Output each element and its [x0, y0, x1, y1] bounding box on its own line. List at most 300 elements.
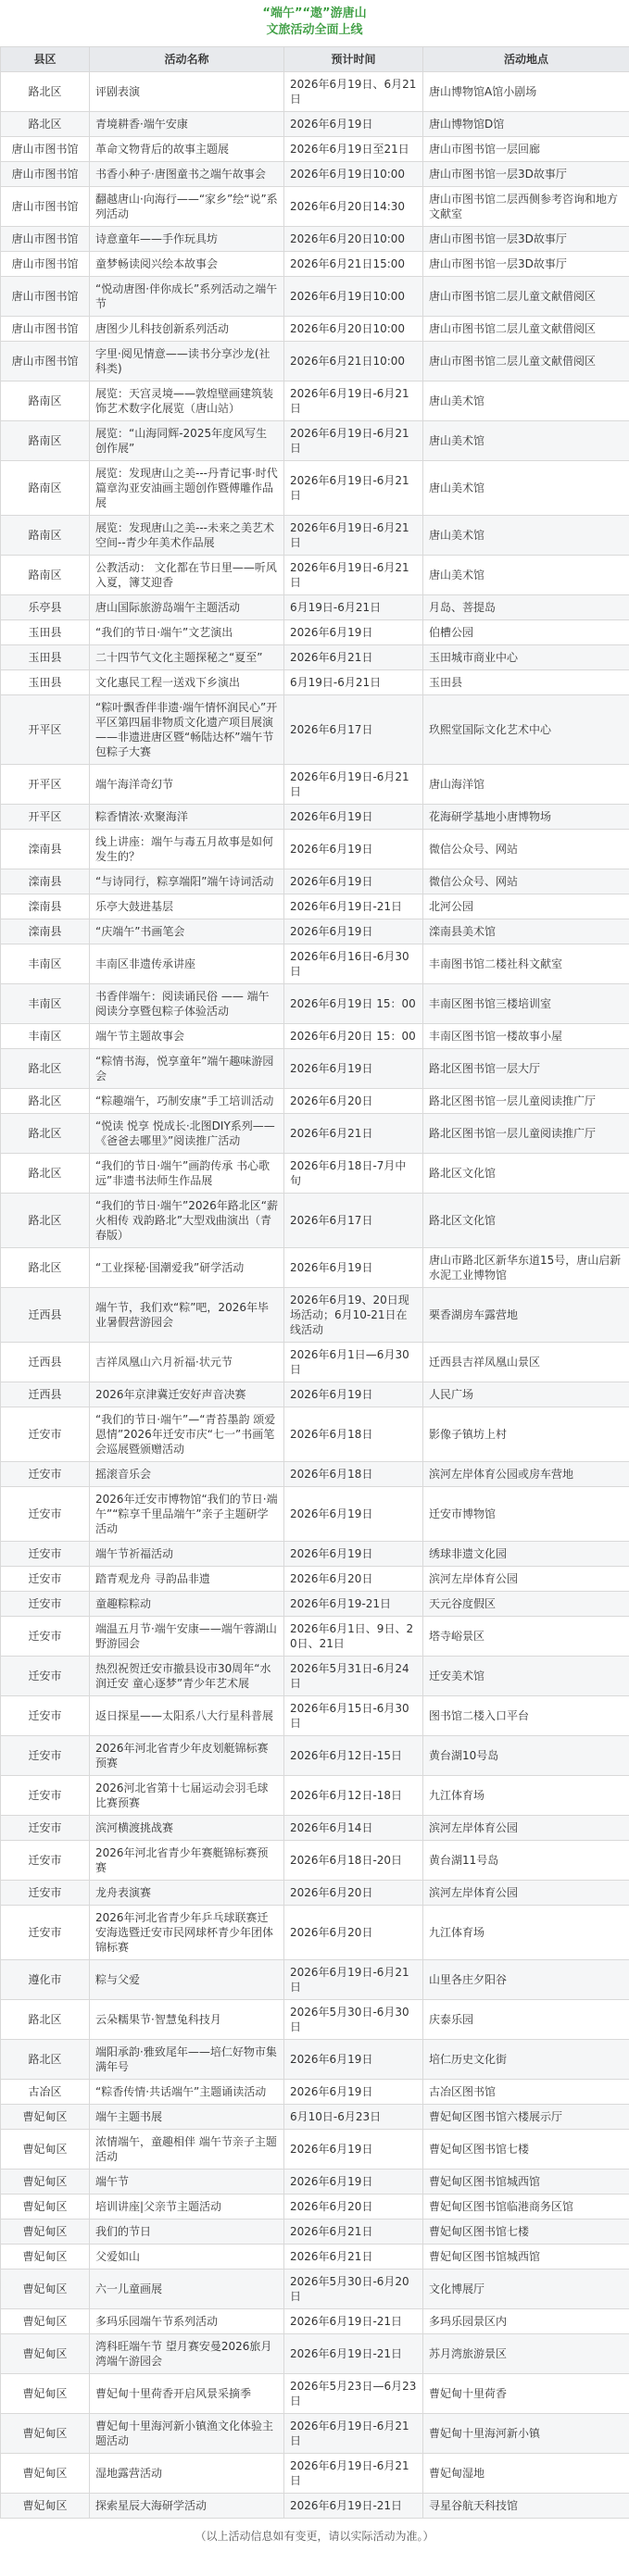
table-row — [1, 869, 629, 894]
district-cell: 唐山市图书馆 — [1, 342, 90, 381]
activity-name-cell: 探索星辰大海研学活动 — [90, 2494, 284, 2519]
time-cell: 2026年6月19日至21日 — [284, 137, 423, 162]
activity-name-cell: 乐亭大鼓进基层 — [90, 894, 284, 919]
table-row — [1, 695, 629, 765]
venue-cell: 九江体育场 — [423, 1906, 629, 1960]
table-row — [1, 227, 629, 252]
table-row — [1, 2170, 629, 2195]
venue-cell: 唐山博物馆D馆 — [423, 112, 629, 137]
table-row — [1, 1089, 629, 1114]
district-cell: 滦南县 — [1, 830, 90, 869]
district-cell: 滦南县 — [1, 869, 90, 894]
table-row — [1, 381, 629, 421]
table-row — [1, 1657, 629, 1696]
time-cell: 2026年6月21日15:00 — [284, 252, 423, 277]
time-cell: 2026年6月17日 — [284, 695, 423, 765]
venue-cell: 九江体育场 — [423, 1776, 629, 1816]
district-cell: 路北区 — [1, 112, 90, 137]
time-cell: 2026年6月18日 — [284, 1407, 423, 1462]
district-cell: 唐山市图书馆 — [1, 252, 90, 277]
time-cell: 2026年6月1日、9日、20日、21日 — [284, 1617, 423, 1657]
table-row — [1, 1407, 629, 1462]
activity-name-cell: 2026年河北省青少年赛艇锦标赛预赛 — [90, 1841, 284, 1881]
table-row — [1, 2309, 629, 2334]
venue-cell: 唐山美术馆 — [423, 461, 629, 516]
district-cell: 曹妃甸区 — [1, 2105, 90, 2130]
activity-name-cell: 端午海洋奇幻节 — [90, 765, 284, 805]
venue-cell: 寻星谷航天科技馆 — [423, 2494, 629, 2519]
footer-note: （以上活动信息如有变更，请以实际活动为准。） — [195, 2530, 434, 2543]
table-row — [1, 1487, 629, 1542]
district-cell: 唐山市图书馆 — [1, 227, 90, 252]
table-row — [1, 1906, 629, 1960]
time-cell: 2026年6月19日 — [284, 1382, 423, 1407]
table-row — [1, 1592, 629, 1617]
table-row — [1, 137, 629, 162]
table-row — [1, 1154, 629, 1194]
venue-cell: 微信公众号、网站 — [423, 869, 629, 894]
venue-cell: 玉田城市商业中心 — [423, 645, 629, 670]
time-cell: 2026年6月19日 — [284, 2130, 423, 2170]
district-cell: 丰南区 — [1, 944, 90, 984]
venue-cell: 文化博展厅 — [423, 2270, 629, 2309]
table-row — [1, 805, 629, 830]
venue-cell: 唐山市图书馆二层儿童文献借阅区 — [423, 317, 629, 342]
venue-cell: 唐山美术馆 — [423, 421, 629, 461]
table-row — [1, 1696, 629, 1736]
time-cell: 2026年6月19日、6月21日 — [284, 72, 423, 112]
district-cell: 曹妃甸区 — [1, 2270, 90, 2309]
district-cell: 路北区 — [1, 1114, 90, 1154]
venue-cell: 唐山博物馆A馆小剧场 — [423, 72, 629, 112]
activity-name-cell: 返日探星——太阳系八大行星科普展 — [90, 1696, 284, 1736]
table-row — [1, 1288, 629, 1343]
time-cell: 2026年6月19日10:00 — [284, 277, 423, 317]
district-cell: 迁安市 — [1, 1592, 90, 1617]
table-row — [1, 1049, 629, 1089]
activity-name-cell: 端阳承韵·雅致尾年——培仁好物市集满年号 — [90, 2040, 284, 2080]
table-row — [1, 461, 629, 516]
time-cell: 2026年5月30日-6月20日 — [284, 2270, 423, 2309]
district-cell: 乐亭县 — [1, 595, 90, 620]
district-cell: 唐山市图书馆 — [1, 277, 90, 317]
activity-name-cell: 书香伴端午：阅读诵民俗 —— 端午阅读分享暨包粽子体验活动 — [90, 984, 284, 1024]
venue-cell: 多玛乐园景区内 — [423, 2309, 629, 2334]
time-cell: 2026年6月14日 — [284, 1816, 423, 1841]
table-row — [1, 421, 629, 461]
district-cell: 开平区 — [1, 695, 90, 765]
district-cell: 迁安市 — [1, 1407, 90, 1462]
venue-cell: 古冶区图书馆 — [423, 2080, 629, 2105]
time-cell: 2026年6月20日10:00 — [284, 317, 423, 342]
table-row — [1, 112, 629, 137]
district-cell: 玉田县 — [1, 620, 90, 645]
venue-cell: 曹妃甸区图书馆七楼 — [423, 2220, 629, 2245]
venue-cell: 滨河左岸体育公园 — [423, 1567, 629, 1592]
time-cell: 2026年6月15日-6月30日 — [284, 1696, 423, 1736]
table-row — [1, 2105, 629, 2130]
activity-name-cell: 2026年迁安市博物馆“我们的节日·端午”“粽享千里品端午”亲子主题研学活动 — [90, 1487, 284, 1542]
time-cell: 2026年6月19日 — [284, 112, 423, 137]
table-row — [1, 1736, 629, 1776]
district-cell: 路南区 — [1, 516, 90, 556]
activity-name-cell: 端温五月节·端午安康——端午蓉湖山野游园会 — [90, 1617, 284, 1657]
district-cell: 曹妃甸区 — [1, 2374, 90, 2414]
activity-name-cell: “悦读 悦享 悦成长·北图DIY系列——《爸爸去哪里》”阅读推广活动 — [90, 1114, 284, 1154]
activity-name-cell: 端午节，我们欢“粽”吧，2026年毕业暑假营游园会 — [90, 1288, 284, 1343]
venue-cell: 丰南区图书馆三楼培训室 — [423, 984, 629, 1024]
venue-cell: 唐山市图书馆二层儿童文献借阅区 — [423, 277, 629, 317]
venue-cell: 玖熙堂国际文化艺术中心 — [423, 695, 629, 765]
venue-cell: 影像子镇坊上村 — [423, 1407, 629, 1462]
activity-name-cell: 书香小种子·唐图童书之端午故事会 — [90, 162, 284, 187]
venue-cell: 唐山美术馆 — [423, 516, 629, 556]
time-cell: 2026年6月21日 — [284, 645, 423, 670]
time-cell: 2026年6月19日 — [284, 2170, 423, 2195]
activity-name-cell: 诗意童年——手作玩具坊 — [90, 227, 284, 252]
venue-cell: 塔寺峪景区 — [423, 1617, 629, 1657]
activity-name-cell: “我们的节日·端午”—“青苔墨韵 颂爱恩情”2026年迁安市庆“七一”书画笔会巡展暨颁赠活动 — [90, 1407, 284, 1462]
district-cell: 迁安市 — [1, 1696, 90, 1736]
district-cell: 唐山市图书馆 — [1, 162, 90, 187]
time-cell: 2026年6月20日14:30 — [284, 187, 423, 227]
time-cell: 2026年5月31日-6月24日 — [284, 1657, 423, 1696]
district-cell: 滦南县 — [1, 919, 90, 944]
activity-name-cell: 父爱如山 — [90, 2245, 284, 2270]
district-cell: 迁西县 — [1, 1288, 90, 1343]
table-row — [1, 252, 629, 277]
time-cell: 2026年6月17日 — [284, 1194, 423, 1248]
venue-cell: 唐山市图书馆一层3D故事厅 — [423, 162, 629, 187]
venue-cell: 曹妃甸区图书馆城西馆 — [423, 2170, 629, 2195]
district-cell: 迁安市 — [1, 1776, 90, 1816]
time-cell: 2026年5月23日—6月23日 — [284, 2374, 423, 2414]
activity-name-cell: 云朵糯果节·智慧兔科技月 — [90, 2000, 284, 2040]
venue-cell: 滨河左岸体育公园 — [423, 1816, 629, 1841]
page-title — [0, 0, 629, 46]
district-cell: 迁安市 — [1, 1816, 90, 1841]
district-cell: 路南区 — [1, 461, 90, 516]
table-row — [1, 2494, 629, 2519]
activity-name-cell: “我们的节日·端午”文艺演出 — [90, 620, 284, 645]
district-cell: 玉田县 — [1, 670, 90, 695]
venue-cell: 迁安美术馆 — [423, 1657, 629, 1696]
table-row — [1, 317, 629, 342]
venue-cell: 曹妃甸区图书馆临港商务区馆 — [423, 2195, 629, 2220]
venue-cell: 迁安市博物馆 — [423, 1487, 629, 1542]
district-cell: 遵化市 — [1, 1960, 90, 2000]
column-header-venue: 活动地点 — [423, 47, 629, 72]
venue-cell: 玉田县 — [423, 670, 629, 695]
time-cell: 2026年6月19日 — [284, 805, 423, 830]
venue-cell: 伯槽公园 — [423, 620, 629, 645]
activity-name-cell: 2026年京津冀迁安好声音决赛 — [90, 1382, 284, 1407]
time-cell: 2026年6月19日 — [284, 1049, 423, 1089]
events-table-body — [1, 72, 629, 2519]
title-line-1: “端午”“遨”游唐山 — [262, 6, 367, 20]
district-cell: 路北区 — [1, 2000, 90, 2040]
district-cell: 丰南区 — [1, 1024, 90, 1049]
activity-name-cell: 展览：“山海同辉-2025年度风写生创作展” — [90, 421, 284, 461]
venue-cell: 路北区图书馆一层儿童阅读推广厅 — [423, 1114, 629, 1154]
activity-name-cell: 粽与父爱 — [90, 1960, 284, 2000]
venue-cell: 路北区文化馆 — [423, 1154, 629, 1194]
time-cell: 2026年6月19日 — [284, 620, 423, 645]
table-row — [1, 516, 629, 556]
activity-name-cell: 展览：发现唐山之美---丹青记事·时代篇章沟亚安油画主题创作暨傅雕作品展 — [90, 461, 284, 516]
time-cell: 2026年6月19日-6月21日 — [284, 765, 423, 805]
district-cell: 丰南区 — [1, 984, 90, 1024]
district-cell: 路北区 — [1, 1154, 90, 1194]
district-cell: 迁安市 — [1, 1881, 90, 1906]
time-cell: 2026年6月19日-6月21日 — [284, 1960, 423, 2000]
events-table-header — [1, 47, 629, 72]
time-cell: 2026年6月19日-21日 — [284, 2494, 423, 2519]
table-row — [1, 670, 629, 695]
table-row — [1, 1960, 629, 2000]
district-cell: 曹妃甸区 — [1, 2195, 90, 2220]
table-row — [1, 1194, 629, 1248]
table-row — [1, 277, 629, 317]
time-cell: 2026年6月19日-6月21日 — [284, 421, 423, 461]
table-row — [1, 2220, 629, 2245]
district-cell: 曹妃甸区 — [1, 2494, 90, 2519]
activity-name-cell: 龙舟表演赛 — [90, 1881, 284, 1906]
activity-name-cell: 培训讲座|父亲节主题活动 — [90, 2195, 284, 2220]
venue-cell: 唐山美术馆 — [423, 556, 629, 595]
table-row — [1, 830, 629, 869]
activity-name-cell: 童梦畅读阅兴绘本故事会 — [90, 252, 284, 277]
activity-name-cell: 评剧表演 — [90, 72, 284, 112]
table-row — [1, 2040, 629, 2080]
table-row — [1, 1382, 629, 1407]
time-cell: 2026年6月18日-7月中旬 — [284, 1154, 423, 1194]
district-cell: 迁安市 — [1, 1841, 90, 1881]
activity-name-cell: “粽香传情·共话端午”主题诵读活动 — [90, 2080, 284, 2105]
venue-cell: 微信公众号、网站 — [423, 830, 629, 869]
time-cell: 2026年6月20日 — [284, 2195, 423, 2220]
time-cell: 2026年6月20日 15：00 — [284, 1024, 423, 1049]
time-cell: 2026年6月19日-6月21日 — [284, 2454, 423, 2494]
activity-name-cell: 字里·阅见情意——读书分享沙龙(社科类) — [90, 342, 284, 381]
district-cell: 唐山市图书馆 — [1, 137, 90, 162]
column-header-district: 县区 — [1, 47, 90, 72]
table-row — [1, 2245, 629, 2270]
table-row — [1, 894, 629, 919]
activity-name-cell: 展览：天宫灵境——敦煌壁画建筑装饰艺术数字化展览（唐山站） — [90, 381, 284, 421]
time-cell: 2026年6月16日-6月30日 — [284, 944, 423, 984]
activity-name-cell: 滨河横渡挑战赛 — [90, 1816, 284, 1841]
venue-cell: 曹妃甸十里海河新小镇 — [423, 2414, 629, 2454]
table-row — [1, 187, 629, 227]
table-row — [1, 556, 629, 595]
table-row — [1, 1462, 629, 1487]
activity-name-cell: 端午节 — [90, 2170, 284, 2195]
table-row — [1, 2130, 629, 2170]
district-cell: 迁安市 — [1, 1487, 90, 1542]
activity-name-cell: 童趣粽粽动 — [90, 1592, 284, 1617]
venue-cell: 栗香湖房车露营地 — [423, 1288, 629, 1343]
district-cell: 曹妃甸区 — [1, 2309, 90, 2334]
district-cell: 曹妃甸区 — [1, 2130, 90, 2170]
time-cell: 2026年6月19、20日现场活动；6月10-21日在线活动 — [284, 1288, 423, 1343]
table-row — [1, 1024, 629, 1049]
venue-cell: 丰南区图书馆一楼故事小屋 — [423, 1024, 629, 1049]
activity-name-cell: 端午主题书展 — [90, 2105, 284, 2130]
table-row — [1, 919, 629, 944]
activity-name-cell: 唐图少儿科技创新系列活动 — [90, 317, 284, 342]
district-cell: 路北区 — [1, 2040, 90, 2080]
column-header-activity: 活动名称 — [90, 47, 284, 72]
table-row — [1, 2195, 629, 2220]
time-cell: 2026年6月18日-20日 — [284, 1841, 423, 1881]
time-cell: 2026年6月20日 — [284, 1881, 423, 1906]
district-cell: 迁西县 — [1, 1343, 90, 1382]
activity-name-cell: 我们的节日 — [90, 2220, 284, 2245]
venue-cell: 培仁历史文化街 — [423, 2040, 629, 2080]
district-cell: 迁安市 — [1, 1736, 90, 1776]
venue-cell: 图书馆二楼入口平台 — [423, 1696, 629, 1736]
activity-name-cell: “庆端午”书画笔会 — [90, 919, 284, 944]
table-row — [1, 595, 629, 620]
time-cell: 6月10日-6月23日 — [284, 2105, 423, 2130]
activity-name-cell: 2026年河北省青少年乒乓球联赛迁安海选暨迁安市民网球杯青少年团体锦标赛 — [90, 1906, 284, 1960]
time-cell: 2026年6月21日 — [284, 1114, 423, 1154]
time-cell: 2026年6月1日—6月30日 — [284, 1343, 423, 1382]
activity-name-cell: 端午节祈福活动 — [90, 1542, 284, 1567]
venue-cell: 滨河左岸体育公园或房车营地 — [423, 1462, 629, 1487]
time-cell: 2026年6月19日-6月21日 — [284, 556, 423, 595]
time-cell: 2026年6月19-21日 — [284, 1592, 423, 1617]
table-row — [1, 1343, 629, 1382]
venue-cell: 月岛、菩提岛 — [423, 595, 629, 620]
header-row — [1, 47, 629, 72]
venue-cell: 丰南图书馆二楼社科文献室 — [423, 944, 629, 984]
activity-name-cell: 多玛乐园端午节系列活动 — [90, 2309, 284, 2334]
table-row — [1, 1617, 629, 1657]
time-cell: 2026年6月12日-15日 — [284, 1736, 423, 1776]
time-cell: 2026年6月12日-18日 — [284, 1776, 423, 1816]
district-cell: 路北区 — [1, 1089, 90, 1114]
venue-cell: 曹妃甸十里荷香 — [423, 2374, 629, 2414]
activity-name-cell: 唐山国际旅游岛端午主题活动 — [90, 595, 284, 620]
time-cell: 2026年6月19日 — [284, 830, 423, 869]
table-row — [1, 984, 629, 1024]
venue-cell: 唐山市图书馆一层回廊 — [423, 137, 629, 162]
venue-cell: 路北区图书馆一层儿童阅读推广厅 — [423, 1089, 629, 1114]
time-cell: 2026年6月21日 — [284, 2220, 423, 2245]
time-cell: 2026年6月19日-21日 — [284, 894, 423, 919]
time-cell: 2026年6月19日 — [284, 869, 423, 894]
district-cell: 迁西县 — [1, 1382, 90, 1407]
table-row — [1, 620, 629, 645]
table-row — [1, 944, 629, 984]
activity-name-cell: 2026河北省第十七届运动会羽毛球比赛预赛 — [90, 1776, 284, 1816]
table-row — [1, 1567, 629, 1592]
time-cell: 2026年6月19日-21日 — [284, 2309, 423, 2334]
activity-name-cell: 曹妃甸十里海河新小镇渔文化体验主题活动 — [90, 2414, 284, 2454]
table-row — [1, 2414, 629, 2454]
activity-name-cell: 端午节主题故事会 — [90, 1024, 284, 1049]
district-cell: 滦南县 — [1, 894, 90, 919]
venue-cell: 天元谷度假区 — [423, 1592, 629, 1617]
table-row — [1, 2334, 629, 2374]
time-cell: 2026年6月20日 — [284, 1906, 423, 1960]
time-cell: 2026年6月19日-21日 — [284, 2334, 423, 2374]
activity-name-cell: 吉祥凤凰山六月祈福·状元节 — [90, 1343, 284, 1382]
table-row — [1, 1114, 629, 1154]
column-header-time: 预计时间 — [284, 47, 423, 72]
venue-cell: 滨河左岸体育公园 — [423, 1881, 629, 1906]
table-row — [1, 342, 629, 381]
district-cell: 迁安市 — [1, 1462, 90, 1487]
district-cell: 路北区 — [1, 1248, 90, 1288]
activity-name-cell: 青境耕香·端午安康 — [90, 112, 284, 137]
table-row — [1, 1776, 629, 1816]
district-cell: 曹妃甸区 — [1, 2334, 90, 2374]
table-row — [1, 1841, 629, 1881]
activity-name-cell: 翻越唐山·向海行——“家乡”绘“说”系列活动 — [90, 187, 284, 227]
activity-name-cell: 展览：发现唐山之美---未来之美艺术空间--青少年美术作品展 — [90, 516, 284, 556]
venue-cell: 唐山海洋馆 — [423, 765, 629, 805]
time-cell: 2026年6月21日10:00 — [284, 342, 423, 381]
time-cell: 6月19日-6月21日 — [284, 595, 423, 620]
activity-name-cell: “工业探秘·国潮爱我”研学活动 — [90, 1248, 284, 1288]
district-cell: 路北区 — [1, 72, 90, 112]
activity-name-cell: 六一儿童画展 — [90, 2270, 284, 2309]
district-cell: 路南区 — [1, 381, 90, 421]
venue-cell: 曹妃甸湿地 — [423, 2454, 629, 2494]
district-cell: 开平区 — [1, 765, 90, 805]
district-cell: 玉田县 — [1, 645, 90, 670]
time-cell: 2026年6月18日 — [284, 1462, 423, 1487]
district-cell: 曹妃甸区 — [1, 2454, 90, 2494]
venue-cell: 庆泰乐园 — [423, 2000, 629, 2040]
venue-cell: 唐山市路北区新华东道15号，唐山启新水泥工业博物馆 — [423, 1248, 629, 1288]
activity-name-cell: 革命文物背后的故事主题展 — [90, 137, 284, 162]
district-cell: 唐山市图书馆 — [1, 317, 90, 342]
activity-name-cell: 二十四节气文化主题探秘之“夏至” — [90, 645, 284, 670]
district-cell: 曹妃甸区 — [1, 2220, 90, 2245]
activity-name-cell: “我们的节日·端午”2026年路北区“薪火相传 戏韵路北”大型戏曲演出（青春版） — [90, 1194, 284, 1248]
activity-name-cell: 粽香情浓·欢聚海洋 — [90, 805, 284, 830]
table-row — [1, 1881, 629, 1906]
activity-name-cell: “与诗同行，粽享端阳”端午诗词活动 — [90, 869, 284, 894]
venue-cell: 山里各庄夕阳谷 — [423, 1960, 629, 2000]
activity-name-cell: 摇滚音乐会 — [90, 1462, 284, 1487]
activity-name-cell: 热烈祝贺迁安市撤县设市30周年“水润迁安 童心逐梦”青少年艺术展 — [90, 1657, 284, 1696]
activity-name-cell: 浓情端午，童趣相伴 端午节亲子主题活动 — [90, 2130, 284, 2170]
venue-cell: 花海研学基地小唐博物场 — [423, 805, 629, 830]
time-cell: 2026年6月19日 — [284, 1248, 423, 1288]
district-cell: 路南区 — [1, 421, 90, 461]
table-row — [1, 1542, 629, 1567]
district-cell: 迁安市 — [1, 1567, 90, 1592]
table-row — [1, 1248, 629, 1288]
activity-name-cell: 丰南区非遗传承讲座 — [90, 944, 284, 984]
venue-cell: 路北区图书馆一层大厅 — [423, 1049, 629, 1089]
table-row — [1, 72, 629, 112]
time-cell: 2026年6月19日-6月21日 — [284, 461, 423, 516]
district-cell: 唐山市图书馆 — [1, 187, 90, 227]
table-row — [1, 2080, 629, 2105]
district-cell: 路北区 — [1, 1049, 90, 1089]
district-cell: 曹妃甸区 — [1, 2170, 90, 2195]
venue-cell: 曹妃甸区图书馆城西馆 — [423, 2245, 629, 2270]
time-cell: 6月19日-6月21日 — [284, 670, 423, 695]
time-cell: 2026年6月19日 — [284, 919, 423, 944]
district-cell: 路北区 — [1, 1194, 90, 1248]
